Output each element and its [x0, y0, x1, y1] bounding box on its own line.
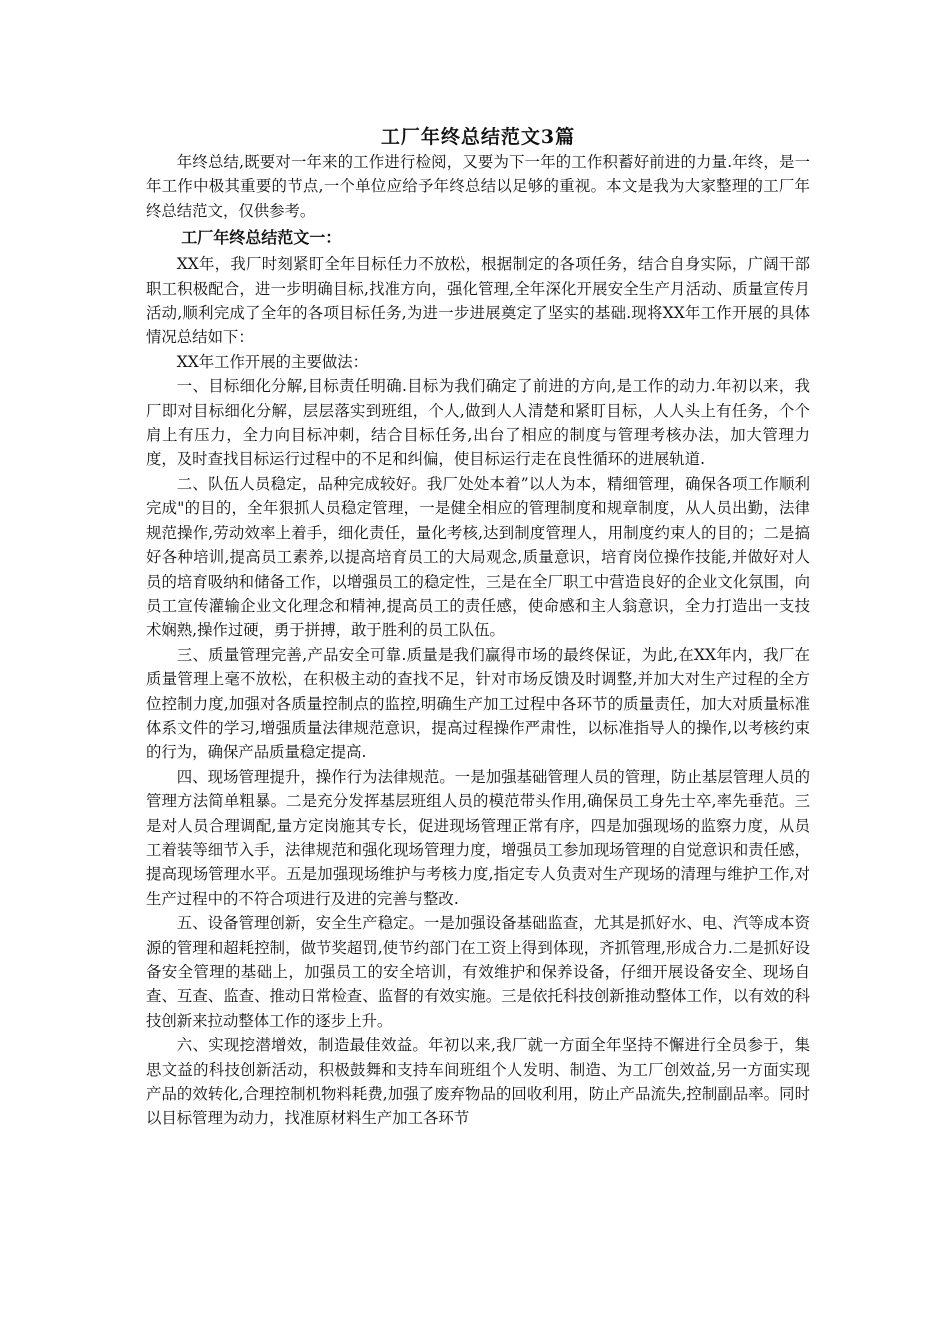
body-paragraph: 一、目标细化分解,目标责任明确.目标为我们确定了前进的方向,是工作的动力.年初以来，我厂即对目标细化分解，层层落实到班组，个人,做到人人清楚和紧盯目标，人人头上有任务，个个肩上有压力，全力向目标冲刺，结合目标任务,出台了相应的制度与管理考核办法，加大管理力度，及时查找目标运行过程中的不足和纠偏，使目标运行走在良性循环的进展轨道.	[146, 377, 810, 469]
body-paragraph: 二、队伍人员稳定，品种完成较好。我厂处处本着”以人为本，精细管理，确保各项工作顺利完成"的目的，全年狠抓人员稳定管理，一是健全相应的管理制度和规章制度，从人员出勤，法律规范操作,劳动效率上着手，细化责任，量化考核,达到制度管理人，用制度约束人的目的；二是搞好各种培训,提高员工素养,以提高培育员工的大局观念,质量意识，培育岗位操作技能,并做好对人员的培育吸纳和储备工作，以增强员工的稳定性，三是在全厂职工中营造良好的企业文化氛围，向员工宣传灌输企业文化理念和精神,提高员工的责任感，使命感和主人翁意识，全力打造出一支技术娴熟,操作过硬，勇于拼搏，敢于胜利的员工队伍。	[146, 474, 810, 640]
body-paragraph: XX年工作开展的主要做法：	[176, 352, 369, 371]
document-title: 工厂年终总结范文3篇	[380, 126, 576, 148]
body-paragraph: 六、实现挖潜增效，制造最佳效益。年初以来,我厂就一方面全年坚持不懈进行全员参于，集思文益的科技创新活动，积极鼓舞和支持车间班组个人发明、制造、为工厂创效益,另一方面实现产品的效转化,合理控制机物料耗费,加强了废弃物品的回收利用，防止产品流失,控制副品率。同时以目标管理为动力，找准原材料生产加工各环节	[146, 1036, 810, 1128]
section-heading: 工厂年终总结范文一：	[181, 228, 342, 248]
body-paragraph: XX年，我厂时刻紧盯全年目标任力不放松，根据制定的各项任务，结合自身实际，广阔干部职工积极配合，进一步明确目标,找准方向，强化管理,全年深化开展安全生产月活动、质量宣传月活动,顺利完成了全年的各项目标任务,为进一步进展奠定了坚实的基础.现将XX年工作开展的具体情况总结如下：	[146, 255, 810, 347]
body-paragraph: 四、现场管理提升，操作行为法律规范。一是加强基础管理人员的管理，防止基层管理人员的管理方法简单粗暴。二是充分发挥基层班组人员的模范带头作用,确保员工身先士卒,率先垂范。三是对人员合理调配,量方定岗施其专长，促进现场管理正常有序，四是加强现场的监察力度，从员工着装等细节入手，法律规范和强化现场管理力度，增强员工参加现场管理的自觉意识和责任感，提高现场管理水平。五是加强现场维护与考核力度,指定专人负责对生产现场的清理与维护工作,对生产过程中的不符合项进行及进的完善与整改.	[146, 767, 810, 908]
document-body	[146, 124, 810, 1131]
intro-paragraph: 年终总结,既要对一年来的工作进行检阅，又要为下一年的工作积蓄好前进的力量.年终，是一年工作中极其重要的节点,一个单位应给予年终总结以足够的重视。本文是我为大家整理的工厂年终总结范文，仅供参考。	[146, 153, 810, 220]
body-paragraph: 三、质量管理完善,产品安全可靠.质量是我们赢得市场的最终保证，为此,在XX年内，我厂在质量管理上毫不放松，在积极主动的查找不足，针对市场反馈及时调整,并加大对生产过程的全方位控制力度,加强对各质量控制点的监控,明确生产加工过程中各环节的质量责任，加大对质量标准体系文件的学习,增强质量法律规范意识，提高过程操作严肃性，以标准指导人的操作,以考核约束的行为，确保产品质量稳定提高.	[146, 645, 810, 762]
body-paragraph: 五、设备管理创新，安全生产稳定。一是加强设备基础监查，尤其是抓好水、电、汽等成本资源的管理和超耗控制，做节奖超罚,使节约部门在工资上得到体现，齐抓管理,形成合力.二是抓好设备安全管理的基础上，加强员工的安全培训，有效维护和保养设备，仔细开展设备安全、现场自查、互查、监查、推动日常检查、监督的有效实施。三是依托科技创新推动整体工作，以有效的科技创新来拉动整体工作的逐步上升。	[146, 914, 810, 1030]
